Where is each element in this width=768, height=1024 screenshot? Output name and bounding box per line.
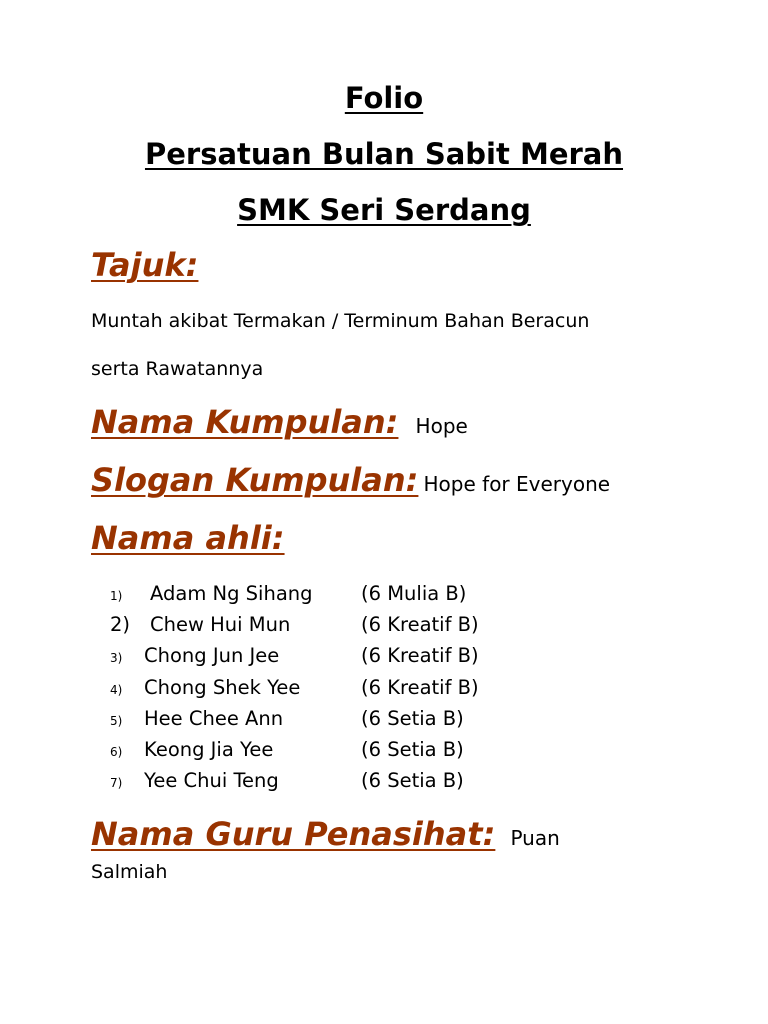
member-class: (6 Setia B) xyxy=(361,706,464,730)
member-class: (6 Setia B) xyxy=(361,769,464,793)
member-name: Keong Jia Yee xyxy=(144,737,274,761)
members-list xyxy=(110,582,710,800)
member-number: 1) xyxy=(110,589,123,603)
group-slogan-row xyxy=(91,461,610,499)
member-number: 2) xyxy=(110,613,131,637)
list-item xyxy=(110,582,710,613)
list-item xyxy=(110,738,710,769)
advisor-label: Nama Guru Penasihat: xyxy=(91,815,496,853)
member-number: 5) xyxy=(110,713,123,728)
member-number: 4) xyxy=(110,682,123,697)
member-class: (6 Kreatif B) xyxy=(361,644,479,668)
group-name-value: Hope xyxy=(415,414,468,438)
list-item xyxy=(110,613,710,644)
group-slogan-label: Slogan Kumpulan: xyxy=(91,461,419,499)
member-name: Chong Jun Jee xyxy=(144,644,280,668)
advisor-value-line-2: Salmiah xyxy=(91,861,168,883)
group-name-row xyxy=(91,403,468,441)
member-class: (6 Kreatif B) xyxy=(361,675,479,699)
tajuk-heading xyxy=(91,246,198,284)
tajuk-text-line-1: Muntah akibat Termakan / Terminum Bahan Beracun xyxy=(91,310,590,332)
member-class: (6 Setia B) xyxy=(361,737,464,761)
members-label: Nama ahli: xyxy=(91,519,285,557)
title-organization: Persatuan Bulan Sabit Merah xyxy=(144,137,624,171)
member-class: (6 Mulia B) xyxy=(361,582,467,605)
tajuk-label: Tajuk: xyxy=(91,246,199,284)
member-class: (6 Kreatif B) xyxy=(361,613,479,637)
member-name: Chong Shek Yee xyxy=(144,675,301,699)
group-slogan-value: Hope for Everyone xyxy=(423,472,611,496)
group-name-label: Nama Kumpulan: xyxy=(91,403,399,441)
list-item xyxy=(110,707,710,738)
title-school: SMK Seri Serdang xyxy=(237,193,531,227)
member-number: 3) xyxy=(110,651,123,666)
member-name: Hee Chee Ann xyxy=(144,706,284,730)
list-item xyxy=(110,644,710,675)
list-item xyxy=(110,769,710,800)
members-heading xyxy=(91,519,285,557)
member-name: Chew Hui Mun xyxy=(150,613,291,637)
advisor-row xyxy=(91,815,560,853)
member-number: 7) xyxy=(110,776,123,791)
title-folio: Folio xyxy=(344,81,424,115)
advisor-value-line-1: Puan xyxy=(510,826,560,850)
member-name: Yee Chui Teng xyxy=(144,769,279,793)
member-name: Adam Ng Sihang xyxy=(150,582,313,605)
member-number: 6) xyxy=(110,744,123,759)
tajuk-text-line-2: serta Rawatannya xyxy=(91,358,264,380)
list-item xyxy=(110,676,710,707)
